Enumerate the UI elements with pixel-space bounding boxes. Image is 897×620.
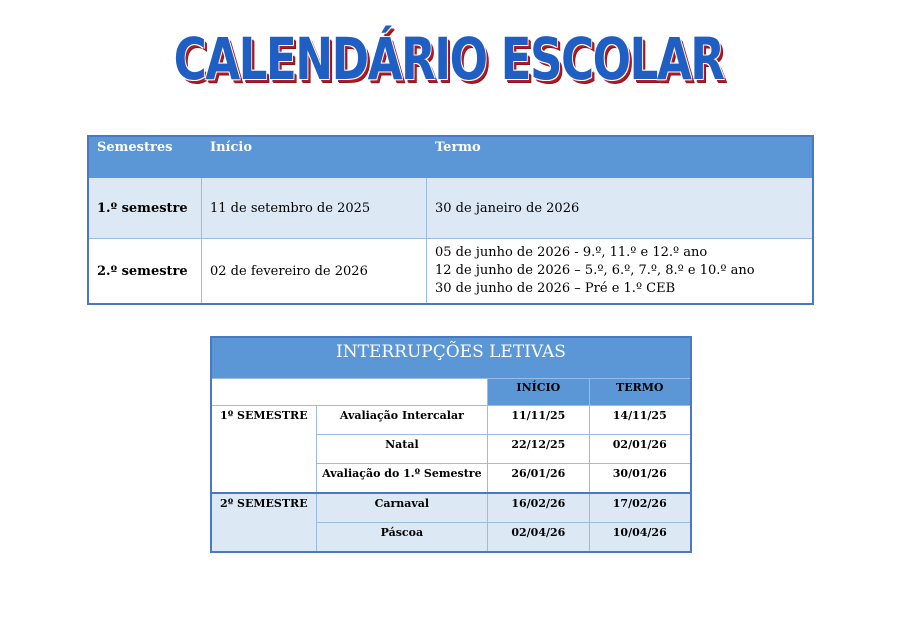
- interruption-event: Páscoa: [316, 523, 488, 553]
- interruption-end: 17/02/26: [589, 493, 691, 523]
- semester-row-1: [88, 178, 813, 239]
- interruption-event: Carnaval: [316, 493, 488, 523]
- semester-end-line: 12 de junho de 2026 – 5.º, 6.º, 7.º, 8.º e 10.º ano: [435, 263, 755, 278]
- interruption-end: 10/04/26: [589, 523, 691, 553]
- interruptions-header-row: [211, 379, 691, 406]
- semesters-table: [87, 135, 814, 305]
- interruption-start: 22/12/25: [488, 435, 589, 464]
- interruptions-header-start: INÍCIO: [488, 379, 589, 406]
- page-title: CALENDÁRIO ESCOLAR: [173, 25, 724, 93]
- interruption-end: 30/01/26: [589, 464, 691, 494]
- interruption-event: Natal: [316, 435, 488, 464]
- semester-end: 30 de janeiro de 2026: [427, 178, 814, 239]
- semester-end-list: [427, 239, 814, 305]
- semester-row-2: [88, 239, 813, 305]
- title-wrapper: [0, 25, 897, 93]
- semester-start: 11 de setembro de 2025: [202, 178, 427, 239]
- semesters-header-semester: Semestres: [88, 136, 202, 178]
- interruptions-caption-row: [211, 337, 691, 379]
- interruption-start: 26/01/26: [488, 464, 589, 494]
- interruption-start: 11/11/25: [488, 406, 589, 435]
- interruption-start: 16/02/26: [488, 493, 589, 523]
- semesters-header-row: [88, 136, 813, 178]
- interruption-row: [211, 493, 691, 523]
- semester-name: 1.º semestre: [88, 178, 202, 239]
- semesters-header-start: Início: [202, 136, 427, 178]
- interruption-event: Avaliação Intercalar: [316, 406, 488, 435]
- interruption-semester: 2º SEMESTRE: [211, 493, 316, 552]
- semester-end-line: 05 de junho de 2026 - 9.º, 11.º e 12.º ano: [435, 245, 708, 260]
- interruption-end: 14/11/25: [589, 406, 691, 435]
- interruptions-header-blank: [211, 379, 488, 406]
- interruptions-caption: INTERRUPÇÕES LETIVAS: [211, 337, 691, 379]
- interruption-start: 02/04/26: [488, 523, 589, 553]
- semester-name: 2.º semestre: [88, 239, 202, 305]
- semester-start: 02 de fevereiro de 2026: [202, 239, 427, 305]
- interruptions-header-end: TERMO: [589, 379, 691, 406]
- interruption-event: Avaliação do 1.º Semestre: [316, 464, 488, 494]
- interruptions-table: [210, 336, 692, 553]
- semesters-header-end: Termo: [427, 136, 814, 178]
- interruption-end: 02/01/26: [589, 435, 691, 464]
- interruption-semester: 1º SEMESTRE: [211, 406, 316, 494]
- semester-end-line: 30 de junho de 2026 – Pré e 1.º CEB: [435, 281, 676, 296]
- interruption-row: [211, 406, 691, 435]
